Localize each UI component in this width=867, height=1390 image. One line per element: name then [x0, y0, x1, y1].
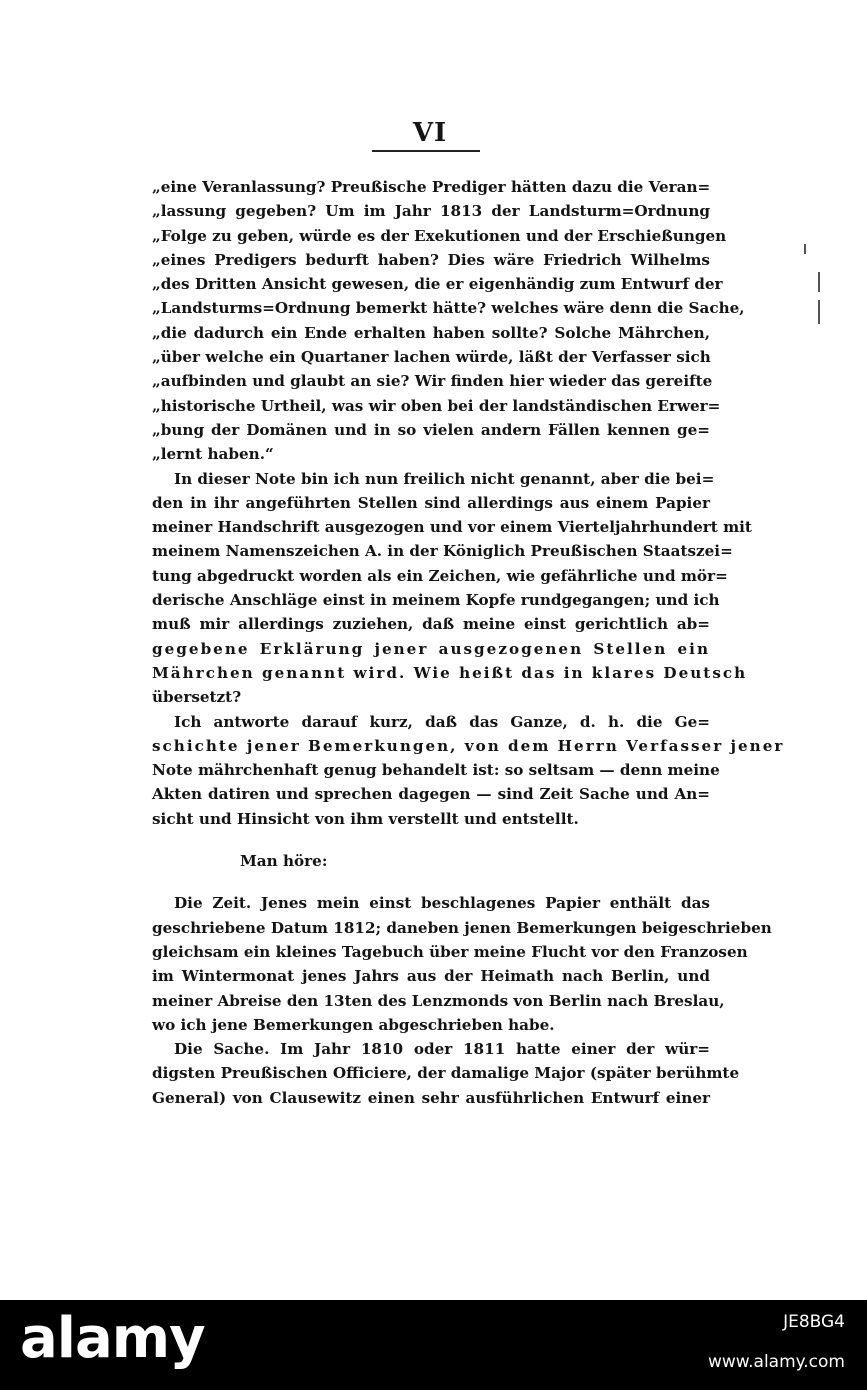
text-line: gleichsam ein kleines Tagebuch über meine Flucht vor den Franzosen	[152, 942, 748, 961]
text-line: im Wintermonat jenes Jahrs aus der Heimath nach Berlin, und	[152, 967, 710, 986]
text-line: meiner Handschrift ausgezogen und vor einem Vierteljahrhundert mit	[152, 518, 752, 537]
text-line: schichte jener Bemerkungen, von dem Herrn Verfasser jener	[152, 736, 785, 755]
image-id: JE8BG4	[783, 1312, 845, 1332]
text-line: General) von Clausewitz einen sehr ausführlichen Entwurf einer	[152, 1088, 710, 1107]
text-line: „eine Veranlassung? Preußische Prediger hätten dazu die Veran=	[152, 178, 711, 196]
page-number: VI	[412, 118, 448, 148]
text-line: den in ihr angeführten Stellen sind allerdings aus einem Papier	[152, 493, 710, 512]
margin-mark	[804, 244, 806, 254]
brand-logo: alamy	[20, 1306, 205, 1371]
text-line: gegebene Erklärung jener ausgezogenen Stellen ein	[152, 639, 710, 658]
paragraph-gap	[152, 873, 710, 891]
text-line: Akten datiren und sprechen dagegen — sind Zeit Sache und An=	[152, 785, 710, 804]
paragraph-start: Die Zeit. Jenes mein einst beschlagenes Papier enthält das	[174, 894, 710, 913]
site-url: www.alamy.com	[707, 1352, 845, 1372]
paragraph-start: Die Sache. Im Jahr 1810 oder 1811 hatte einer der wür=	[174, 1040, 710, 1059]
text-line: „Landsturms=Ordnung bemerkt hätte? welches wäre denn die Sache,	[152, 299, 745, 318]
text-line: „über welche ein Quartaner lachen würde, läßt der Verfasser sich	[152, 348, 711, 367]
text-line: sicht und Hinsicht von ihm verstellt und entstellt.	[152, 809, 579, 828]
margin-mark	[818, 272, 820, 292]
text-line: „lassung gegeben? Um im Jahr 1813 der Landsturm=Ordnung	[152, 202, 710, 221]
text-line: meiner Abreise den 13ten des Lenzmonds von Berlin nach Breslau,	[152, 991, 725, 1010]
text-line: „historische Urtheil, was wir oben bei der landständischen Erwer=	[152, 396, 721, 415]
paragraph-gap	[152, 831, 710, 849]
text-line: Mährchen genannt wird. Wie heißt das in klares Deutsch	[152, 663, 748, 682]
paragraph-start: Ich antworte darauf kurz, daß das Ganze, d. h. die Ge=	[174, 712, 710, 731]
watermark-banner	[0, 1300, 867, 1390]
text-line: Note mährchenhaft genug behandelt ist: so seltsam — denn meine	[152, 761, 720, 780]
text-line: „lernt haben.“	[152, 445, 274, 464]
text-line: „des Dritten Ansicht gewesen, die er eigenhändig zum Entwurf der	[152, 275, 723, 294]
text-line: „aufbinden und glaubt an sie? Wir finden hier wieder das gereifte	[152, 372, 713, 391]
paragraph-start: In dieser Note bin ich nun freilich nicht genannt, aber die bei=	[174, 469, 715, 488]
text-line: „eines Predigers bedurft haben? Dies wäre Friedrich Wilhelms	[152, 250, 710, 269]
text-line: tung abgedruckt worden als ein Zeichen, wie gefährliche und mör=	[152, 566, 728, 585]
text-line: wo ich jene Bemerkungen abgeschrieben habe.	[152, 1015, 555, 1034]
margin-mark	[818, 300, 820, 324]
text-line: übersetzt?	[152, 688, 242, 707]
text-line: „bung der Domänen und in so vielen andern Fällen kennen ge=	[152, 420, 710, 439]
text-line: derische Anschläge einst in meinem Kopfe rundgegangen; und ich	[152, 591, 720, 610]
text-line: muß mir allerdings zuziehen, daß meine einst gerichtlich ab=	[152, 615, 710, 634]
text-line: geschriebene Datum 1812; daneben jenen Bemerkungen beigeschrieben	[152, 918, 772, 937]
text-line: meinem Namenszeichen A. in der Königlich Preußischen Staatszei=	[152, 542, 733, 561]
subheading: Man höre:	[240, 852, 328, 871]
body-text	[152, 175, 785, 1110]
text-line: „die dadurch ein Ende erhalten haben sollte? Solche Mährchen,	[152, 323, 710, 342]
header-rule	[372, 150, 480, 152]
text-line: „Folge zu geben, würde es der Exekutionen und der Erschießungen	[152, 226, 727, 245]
text-line: digsten Preußischen Officiere, der damalige Major (später berühmte	[152, 1064, 740, 1083]
